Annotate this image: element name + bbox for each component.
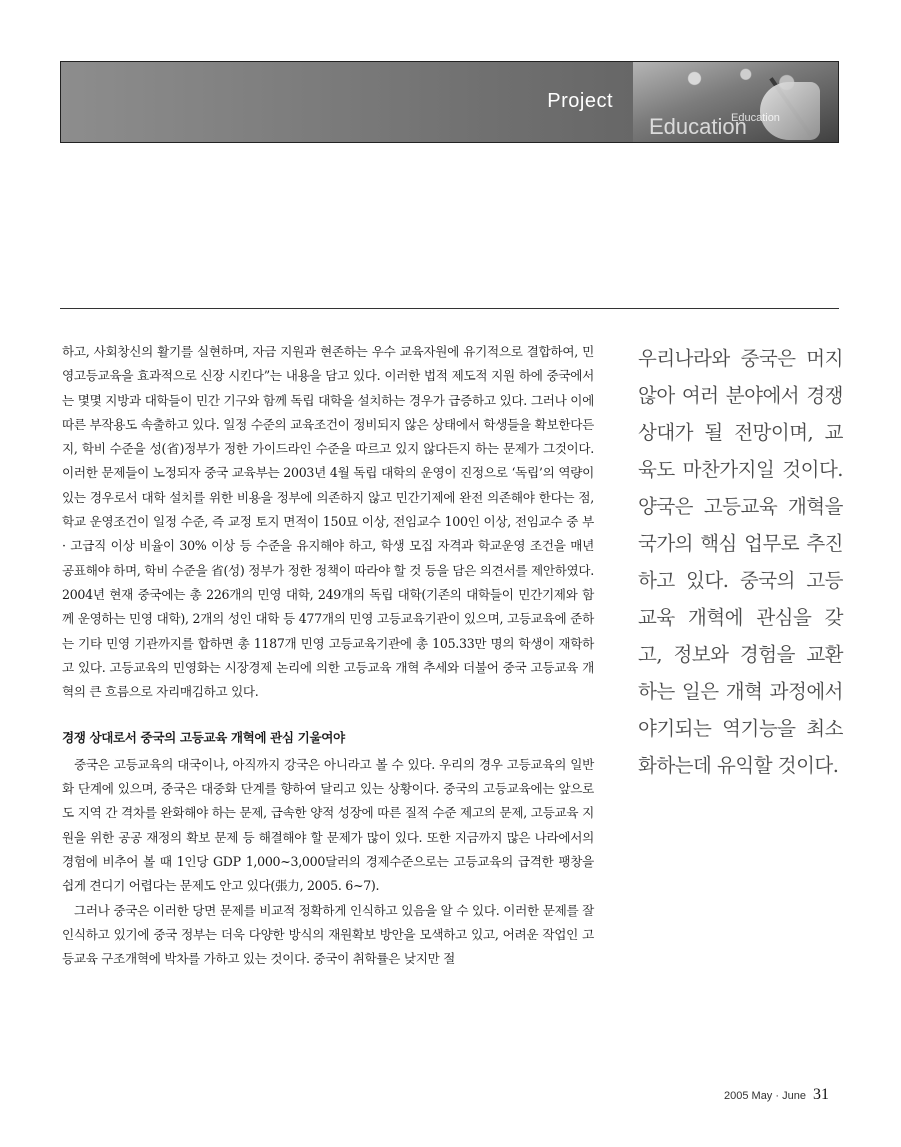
body-paragraph-1: 하고, 사회창신의 활기를 실현하며, 자금 지원과 현존하는 우수 교육자원에 유기적으로 결합하여, 민영고등교육을 효과적으로 신장 시킨다”는 내용을 담고 있다. 이러한 법적 제도적 지원 하에 중국에서는 몇몇 지방과 대학들이 민간 기구와 함께 독립 대학을 설치하는 경우가 급증하고 있다. 그러나 이에 따른 부작용도 속출하고 있다. 일정 수준의 교육조건이 정비되지 않은 상태에서 학생들을 확보한다든지, 학비 수준을 성(省)정부가 정한 가이드라인 수준을 따르고 있지 않다든지 하는 문제가 그것이다. 이러한 문제들이 노정되자 중국 교육부는 2003년 4월 독립 대학의 운영이 진정으로 ‘독립’의 역량이 있는 경우로서 대학 설치를 위한 비용을 정부에 의존하지 않고 민간기제에 완전 의존해야 한다는 점, 학교 운영조건이 일정 수준, 즉 교정 토지 면적이 150묘 이상, 전임교수 100인 이상, 전임교수 중 부 · 고급직 이상 비율이 30% 이상 등 수준을 유지해야 하고, 학생 모집 자격과 학교운영 조건을 매년 공표해야 하며, 학비 수준을 省(성) 정부가 정한 정책이 따라야 할 것 등을 담은 의견서를 제안하였다. 2004년 현재 중국에는 총 226개의 민영 대학, 249개의 독립 대학(기존의 대학들이 민간기제와 함께 운영하는 민영 대학), 2개의 성인 대학 등 477개의 민영 고등교육기관이 있으며, 고등교육에 준하는 기타 민영 기관까지를 합하면 총 1187개 민영 고등교육기관에 총 105.33만 명의 학생이 재학하고 있다. 고등교육의 민영화는 시장경제 논리에 의한 고등교육 개혁 추세와 더불어 중국 고등교육 개혁의 큰 흐름으로 자리매김하고 있다.: [62, 344, 594, 700]
page-footer: [724, 1086, 829, 1104]
section-header-band: [60, 61, 839, 143]
photo-word-small: Education: [731, 112, 780, 124]
hand-shape: [760, 82, 820, 140]
section-label: Project: [547, 90, 613, 112]
page-number: 31: [813, 1086, 829, 1103]
education-photo: [633, 62, 838, 143]
section-subheading: 경쟁 상대로서 중국의 고등교육 개혁에 관심 기울여야: [62, 730, 345, 746]
divider-rule: [60, 308, 839, 309]
article-body: [62, 340, 594, 971]
body-paragraph-3: 그러나 중국은 이러한 당면 문제를 비교적 정확하게 인식하고 있음을 알 수 있다. 이러한 문제를 잘 인식하고 있기에 중국 정부는 더욱 다양한 방식의 재원확보 방안을 모색하고 있고, 어려운 작업인 고등교육 구조개혁에 박차를 가하고 있는 것이다. 중국이 취학률은 낮지만 절: [62, 902, 594, 967]
issue-date: 2005 May · June: [724, 1090, 806, 1102]
body-paragraph-2: 중국은 고등교육의 대국이나, 아직까지 강국은 아니라고 볼 수 있다. 우리의 경우 고등교육의 일반화 단계에 있으며, 중국은 대중화 단계를 향하여 달리고 있는 상황이다. 중국의 고등교육에는 앞으로도 지역 간 격차를 완화해야 하는 문제, 급속한 양적 성장에 따른 질적 수준 제고의 문제, 고등교육 지원을 위한 공공 재정의 확보 문제 등 해결해야 할 문제가 많이 있다. 또한 지금까지 많은 나라에서의 경험에 비추어 볼 때 1인당 GDP 1,000~3,000달러의 경제수준으로는 고등교육의 급격한 팽창을 쉽게 견디기 어렵다는 문제도 안고 있다(張力, 2005. 6~7).: [62, 756, 594, 894]
pull-quote: 우리나라와 중국은 머지않아 여러 분야에서 경쟁 상대가 될 전망이며, 교육도 마찬가지일 것이다. 양국은 고등교육 개혁을 국가의 핵심 업무로 추진하고 있다. 중국의 고등교육 개혁에 관심을 갖고, 정보와 경험을 교환하는 일은 개혁 과정에서 야기되는 역기능을 최소화하는데 유익할 것이다.: [638, 347, 843, 777]
photo-word: Education: [649, 114, 747, 139]
